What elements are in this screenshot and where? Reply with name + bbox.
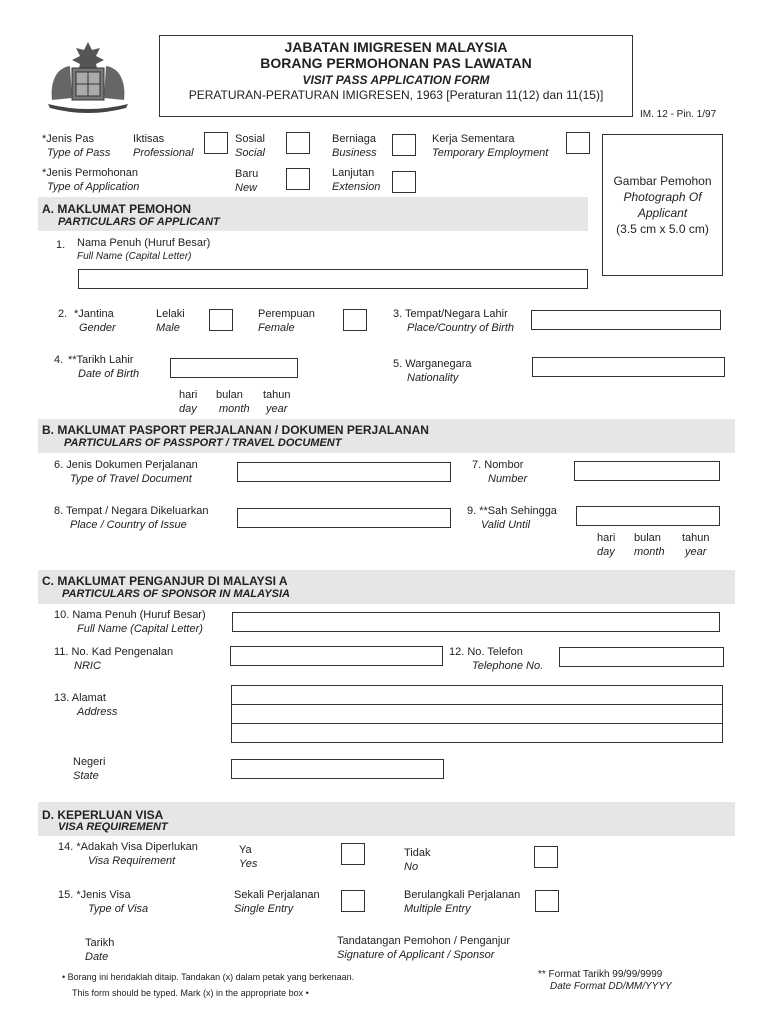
form-title-english: VISIT PASS APPLICATION FORM (302, 73, 490, 87)
q11-label: 11. No. Kad Pengenalan NRIC (54, 646, 174, 672)
regulation-reference: PERATURAN-PERATURAN IMIGRESEN, 1963 [Peraturan 11(12) dan 11(15)] (188, 88, 604, 102)
passport-number-field[interactable] (574, 461, 720, 481)
section-b-header (38, 419, 735, 453)
visa-yes-checkbox[interactable] (341, 843, 365, 865)
single-entry-checkbox[interactable] (341, 890, 365, 912)
section-b-title: B. MAKLUMAT PASPORT PERJALANAN / DOKUMEN PERJALANAN (42, 423, 429, 437)
form-code: IM. 12 - Pin. 1/97 (640, 109, 717, 120)
date-format-note: ** Format Tarikh 99/99/9999 Date Format DD/MM/YYYY (538, 969, 672, 992)
application-option-new: Baru New (235, 168, 259, 194)
signature-date-label: Tarikh Date (85, 937, 115, 963)
place-of-birth-field[interactable] (531, 310, 721, 330)
new-checkbox[interactable] (286, 168, 310, 190)
valid-year-label: tahun year (682, 532, 710, 558)
q12-label: 12. No. Telefon Telephone No. (449, 646, 544, 672)
q3-label: 3. Tempat/Negara Lahir Place/Country of Birth (393, 308, 514, 334)
extension-checkbox[interactable] (392, 171, 416, 193)
photo-label: Gambar Pemohon (613, 174, 712, 188)
q4-number: 4. (54, 354, 64, 366)
dob-year-label: tahun year (263, 389, 291, 415)
photo-box[interactable] (602, 134, 723, 276)
photo-label-en-1: Photograph Of (623, 190, 702, 204)
section-d-header (38, 802, 735, 836)
section-d-subtitle: VISA REQUIREMENT (58, 821, 168, 833)
gender-option-female: Perempuan Female (258, 308, 315, 334)
q9-label: 9. **Sah Sehingga Valid Until (467, 505, 557, 531)
visa-option-single-entry: Sekali Perjalanan Single Entry (234, 889, 320, 915)
visa-option-no: Tidak No (404, 847, 431, 873)
social-checkbox[interactable] (286, 132, 310, 154)
applicant-full-name-field[interactable] (78, 269, 588, 289)
date-of-birth-field[interactable] (170, 358, 298, 378)
header-title-box (159, 35, 633, 117)
visa-no-checkbox[interactable] (534, 846, 558, 868)
travel-document-type-field[interactable] (237, 462, 451, 482)
q7-label: 7. Nombor Number (472, 459, 528, 485)
female-checkbox[interactable] (343, 309, 367, 331)
dob-day-label: hari day (179, 389, 198, 415)
q10-label: 10. Nama Penuh (Huruf Besar) Full Name (Capital Letter) (54, 609, 206, 635)
photo-size: (3.5 cm x 5.0 cm) (616, 222, 709, 236)
q8-label: 8. Tempat / Negara Dikeluarkan Place / Country of Issue (54, 505, 209, 531)
signature-label: Tandatangan Pemohon / Penganjur Signature of Applicant / Sponsor (337, 935, 511, 961)
pass-option-professional: Iktisas Professional (133, 133, 194, 159)
address-line-3-field[interactable] (231, 723, 723, 743)
footer-note: • Borang ini hendaklah ditaip. Tandakan (x) dalam petak yang berkenaan. This form should be typed. Mark (x) in the appropriate box • (62, 972, 355, 998)
address-line-2-field[interactable] (231, 704, 723, 724)
dob-month-label: bulan month (216, 389, 250, 415)
q2-label: *Jantina Gender (74, 308, 116, 334)
section-a-subtitle: PARTICULARS OF APPLICANT (58, 216, 220, 228)
form-title: BORANG PERMOHONAN PAS LAWATAN (260, 55, 532, 71)
q6-label: 6. Jenis Dokumen Perjalanan Type of Travel Document (54, 459, 198, 485)
q1-number: 1. (56, 239, 66, 251)
q5-label: 5. Warganegara Nationality (393, 358, 472, 384)
pass-type-label: *Jenis Pas Type of Pass (42, 133, 111, 159)
section-a-title: A. MAKLUMAT PEMOHON (42, 202, 192, 216)
section-c-title: C. MAKLUMAT PENGANJUR DI MALAYSI A (42, 574, 288, 588)
q15-label: 15. *Jenis Visa Type of Visa (58, 889, 149, 915)
section-d-title: D. KEPERLUAN VISA (42, 808, 164, 822)
temporary-employment-checkbox[interactable] (566, 132, 590, 154)
department-title: JABATAN IMIGRESEN MALAYSIA (284, 39, 508, 55)
application-option-extension: Lanjutan Extension (332, 167, 381, 193)
sponsor-full-name-field[interactable] (232, 612, 720, 632)
nric-field[interactable] (230, 646, 443, 666)
country-of-issue-field[interactable] (237, 508, 451, 528)
photo-label-en-2: Applicant (637, 206, 688, 220)
valid-day-label: hari day (597, 532, 616, 558)
gender-option-male: Lelaki Male (156, 308, 185, 334)
valid-until-field[interactable] (576, 506, 720, 526)
state-label: Negeri State (73, 756, 106, 782)
q2-number: 2. (58, 308, 68, 320)
coat-of-arms-logo (42, 38, 134, 114)
professional-checkbox[interactable] (204, 132, 228, 154)
application-type-label: *Jenis Permohonan Type of Application (42, 167, 140, 193)
business-checkbox[interactable] (392, 134, 416, 156)
telephone-field[interactable] (559, 647, 724, 667)
visa-option-multiple-entry: Berulangkali Perjalanan Multiple Entry (404, 889, 521, 915)
q13-label: 13. Alamat Address (54, 692, 118, 718)
visa-option-yes: Ya Yes (239, 844, 258, 870)
section-a-header (38, 197, 588, 231)
section-b-subtitle: PARTICULARS OF PASSPORT / TRAVEL DOCUMENT (64, 437, 342, 449)
q14-label: 14. *Adakah Visa Diperlukan Visa Requirement (58, 841, 198, 867)
valid-month-label: bulan month (634, 532, 665, 558)
multiple-entry-checkbox[interactable] (535, 890, 559, 912)
pass-option-temporary-employment: Kerja Sementara Temporary Employment (432, 133, 549, 159)
male-checkbox[interactable] (209, 309, 233, 331)
pass-option-business: Berniaga Business (332, 133, 377, 159)
section-c-subtitle: PARTICULARS OF SPONSOR IN MALAYSIA (62, 588, 290, 600)
nationality-field[interactable] (532, 357, 725, 377)
pass-option-social: Sosial Social (235, 133, 265, 159)
q4-label: **Tarikh Lahir Date of Birth (68, 354, 140, 380)
address-line-1-field[interactable] (231, 685, 723, 705)
q1-label: Nama Penuh (Huruf Besar) Full Name (Capital Letter) (77, 237, 211, 262)
section-c-header (38, 570, 735, 604)
state-field[interactable] (231, 759, 444, 779)
